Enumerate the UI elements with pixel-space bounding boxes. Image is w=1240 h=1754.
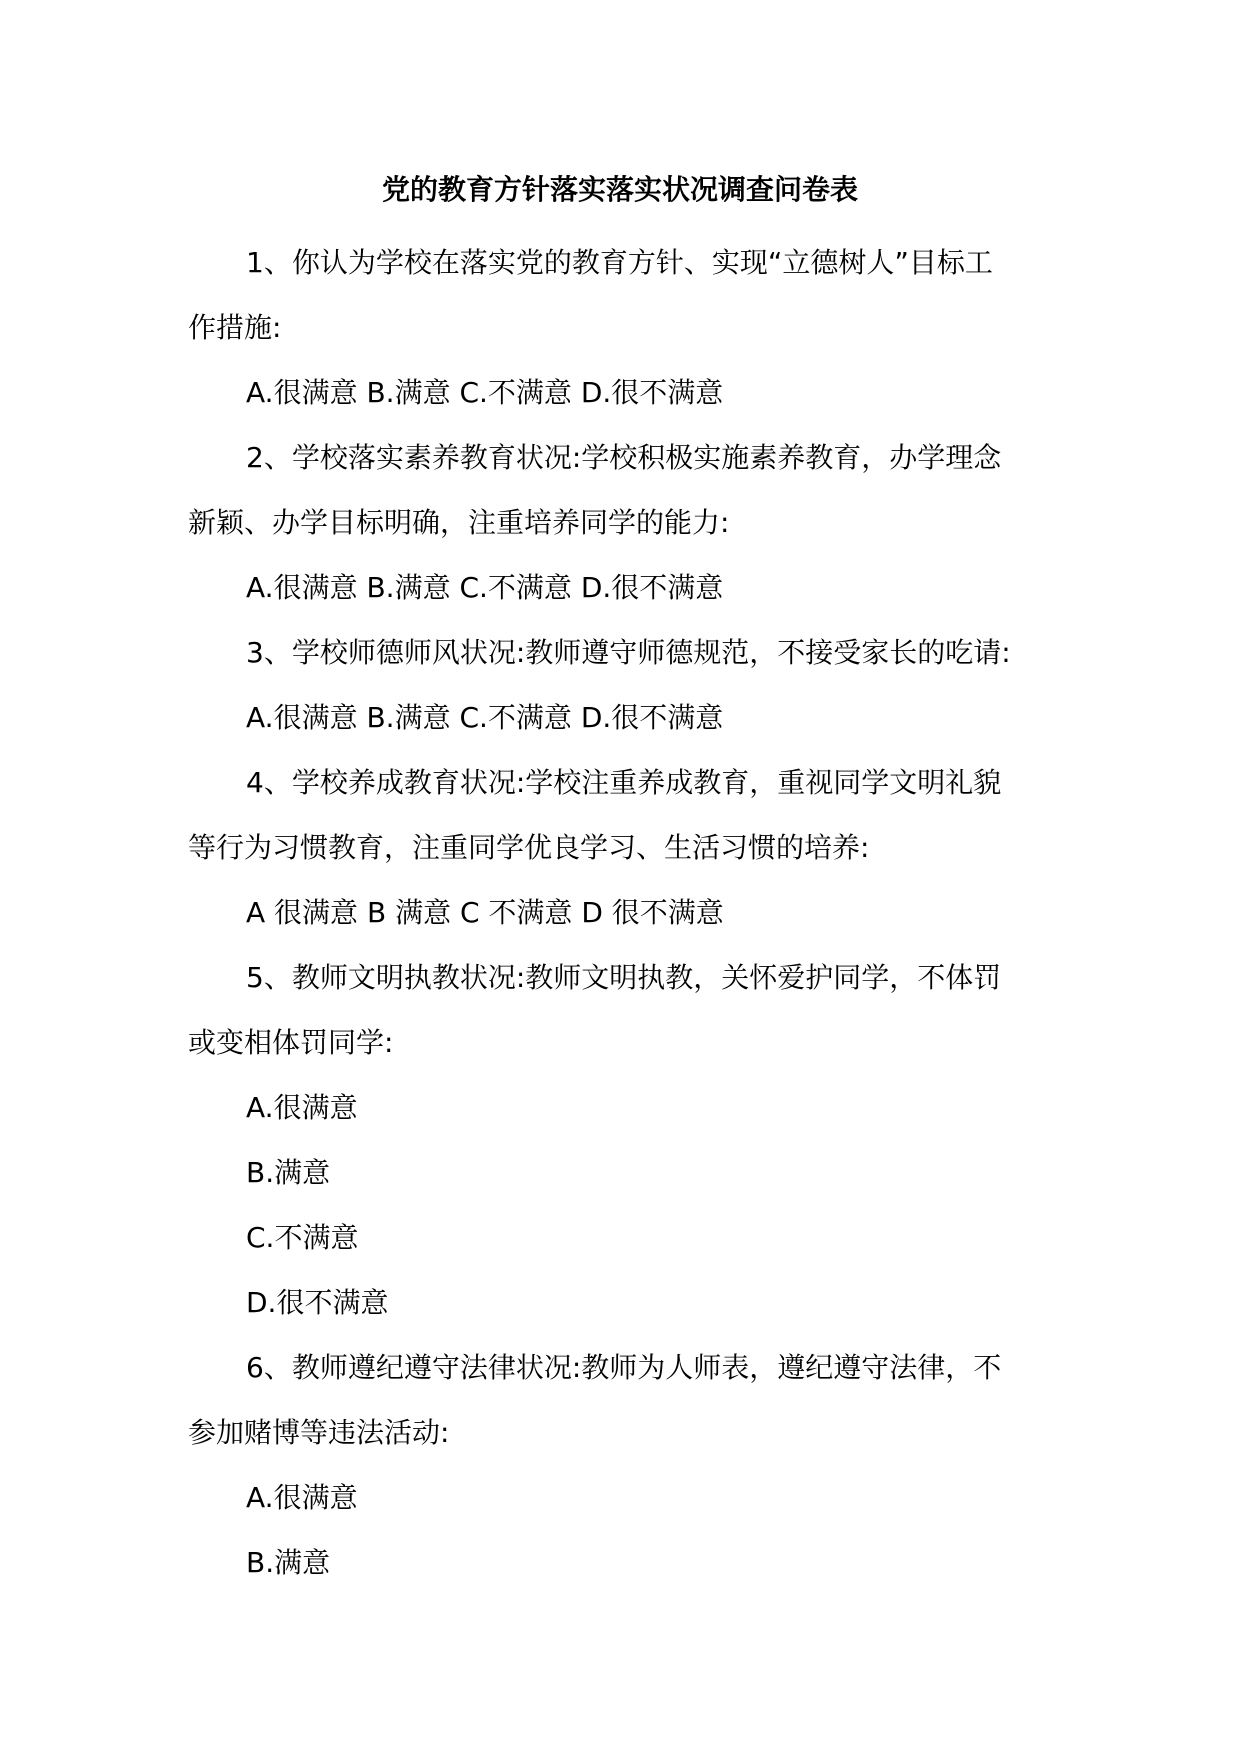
q1-text-line-1: 1、你认为学校在落实党的教育方针、实现“立德树人”目标工 (246, 246, 993, 279)
q5-option-a: A.很满意 (246, 1091, 358, 1124)
q1-options: A.很满意 B.满意 C.不满意 D.很不满意 (246, 376, 724, 409)
q6-option-b: B.满意 (246, 1546, 331, 1579)
q6-text-line-1: 6、教师遵纪遵守法律状况:教师为人师表，遵纪遵守法律，不 (246, 1351, 1002, 1384)
q5-option-c: C.不满意 (246, 1221, 359, 1254)
q4-options: A 很满意 B 满意 C 不满意 D 很不满意 (246, 896, 724, 929)
q1-text-line-2: 作措施: (188, 311, 282, 344)
q5-text-line-2: 或变相体罚同学: (188, 1026, 394, 1059)
q5-option-b: B.满意 (246, 1156, 331, 1189)
q3-text-line-1: 3、学校师德师风状况:教师遵守师德规范，不接受家长的吃请: (246, 636, 1011, 669)
q6-option-a: A.很满意 (246, 1481, 358, 1514)
q5-option-d: D.很不满意 (246, 1286, 389, 1319)
document-title: 党的教育方针落实落实状况调查问卷表 (381, 173, 858, 206)
q4-text-line-1: 4、学校养成教育状况:学校注重养成教育，重视同学文明礼貌 (246, 766, 1002, 799)
q5-text-line-1: 5、教师文明执教状况:教师文明执教，关怀爱护同学，不体罚 (246, 961, 1002, 994)
q2-text-line-2: 新颖、办学目标明确，注重培养同学的能力: (188, 506, 730, 539)
q3-options: A.很满意 B.满意 C.不满意 D.很不满意 (246, 701, 724, 734)
q2-text-line-1: 2、学校落实素养教育状况:学校积极实施素养教育，办学理念 (246, 441, 1002, 474)
q2-options: A.很满意 B.满意 C.不满意 D.很不满意 (246, 571, 724, 604)
q4-text-line-2: 等行为习惯教育，注重同学优良学习、生活习惯的培养: (188, 831, 870, 864)
q6-text-line-2: 参加赌博等违法活动: (188, 1416, 450, 1449)
